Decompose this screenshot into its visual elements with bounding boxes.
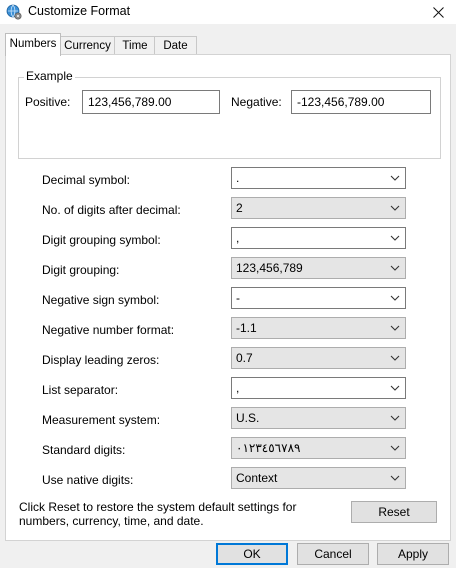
list-separator-combo[interactable] (231, 377, 406, 399)
display-leading-zeros-value: 0.7 (236, 351, 253, 365)
decimal-symbol-label: Decimal symbol: (42, 173, 131, 187)
cancel-button[interactable]: Cancel (297, 543, 369, 565)
reset-button[interactable]: Reset (351, 501, 437, 523)
chevron-down-icon (390, 205, 400, 211)
ok-button[interactable]: OK (216, 543, 288, 565)
measurement-system-select[interactable] (231, 407, 406, 429)
chevron-down-icon (390, 235, 400, 241)
negative-sign-symbol-combo[interactable] (231, 287, 406, 309)
measurement-system-label: Measurement system: (42, 413, 161, 427)
list-separator-value: , (236, 381, 240, 395)
digit-grouping-label: Digit grouping: (42, 263, 120, 277)
standard-digits-select[interactable] (231, 437, 406, 459)
use-native-digits-select[interactable] (231, 467, 406, 489)
decimal-symbol-value: . (236, 171, 240, 185)
digits-after-decimal-label: No. of digits after decimal: (42, 203, 181, 217)
chevron-down-icon (390, 325, 400, 331)
display-leading-zeros-label: Display leading zeros: (42, 353, 160, 367)
use-native-digits-value: Context (236, 471, 278, 485)
chevron-down-icon (390, 415, 400, 421)
display-leading-zeros-select[interactable] (231, 347, 406, 369)
window-title: Customize Format (28, 4, 131, 18)
use-native-digits-label: Use native digits: (42, 473, 134, 487)
chevron-down-icon (390, 265, 400, 271)
chevron-down-icon (390, 355, 400, 361)
negative-number-format-value: -1.1 (236, 321, 257, 335)
list-separator-label: List separator: (42, 383, 119, 397)
negative-number-format-select[interactable] (231, 317, 406, 339)
digit-grouping-symbol-value: , (236, 231, 240, 245)
negative-label: Negative: (231, 95, 282, 109)
digit-grouping-symbol-combo[interactable] (231, 227, 406, 249)
negative-sign-symbol-value: - (236, 291, 240, 305)
digit-grouping-select[interactable] (231, 257, 406, 279)
close-button[interactable] (420, 0, 456, 24)
measurement-system-value: U.S. (236, 411, 260, 425)
tab-currency[interactable]: Currency (59, 36, 116, 55)
digit-grouping-value: 123,456,789 (236, 261, 303, 275)
positive-example-field: 123,456,789.00 (82, 90, 220, 114)
positive-label: Positive: (25, 95, 71, 109)
negative-example-field: -123,456,789.00 (291, 90, 431, 114)
negative-number-format-label: Negative number format: (42, 323, 175, 337)
digit-grouping-symbol-label: Digit grouping symbol: (42, 233, 161, 247)
negative-sign-symbol-label: Negative sign symbol: (42, 293, 160, 307)
digits-after-decimal-value: 2 (236, 201, 243, 215)
close-icon (433, 7, 444, 18)
standard-digits-value: ٠١٢٣٤٥٦٧٨٩ (236, 441, 301, 455)
chevron-down-icon (390, 295, 400, 301)
chevron-down-icon (390, 175, 400, 181)
chevron-down-icon (390, 445, 400, 451)
tab-date[interactable]: Date (154, 36, 197, 55)
decimal-symbol-combo[interactable] (231, 167, 406, 189)
chevron-down-icon (390, 385, 400, 391)
globe-gear-icon (6, 4, 22, 20)
tab-time[interactable]: Time (114, 36, 156, 55)
digits-after-decimal-select[interactable] (231, 197, 406, 219)
standard-digits-label: Standard digits: (42, 443, 126, 457)
example-legend: Example (26, 69, 73, 83)
title-bar (0, 0, 456, 24)
chevron-down-icon (390, 475, 400, 481)
apply-button[interactable]: Apply (377, 543, 449, 565)
tab-numbers[interactable]: Numbers (5, 33, 61, 56)
reset-hint-text: Click Reset to restore the system default settings for numbers, currency, time, and date. (19, 500, 297, 528)
